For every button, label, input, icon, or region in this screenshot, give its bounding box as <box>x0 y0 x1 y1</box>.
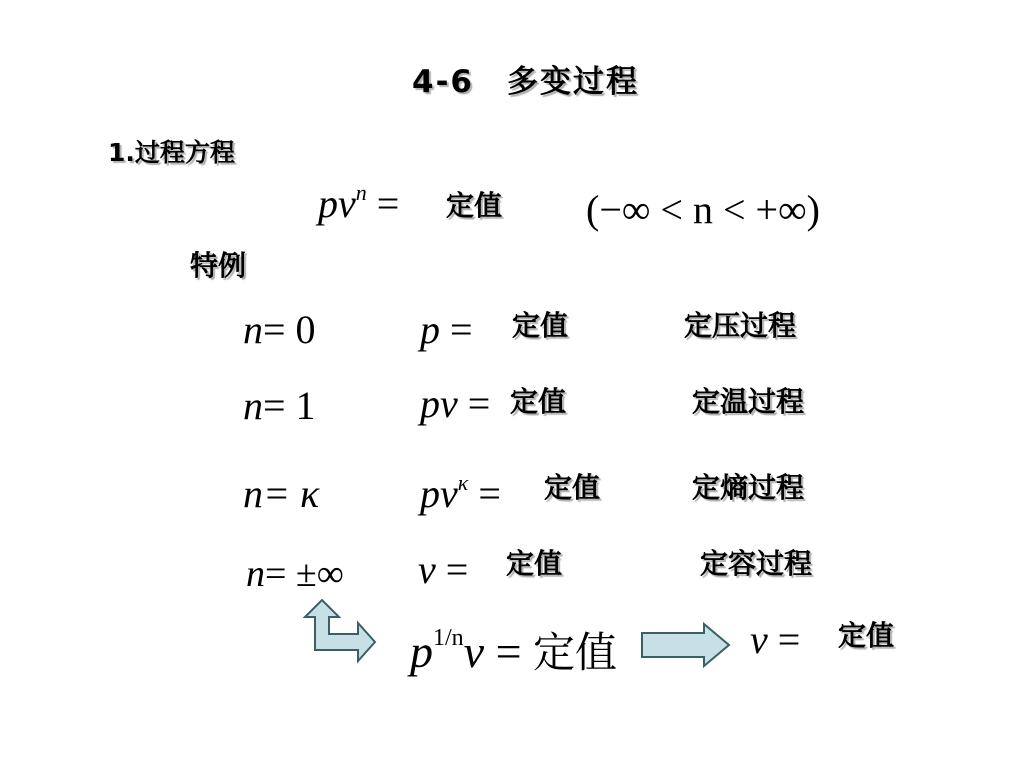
case-condition <box>243 470 319 517</box>
case-value: 定值 <box>544 471 601 504</box>
result-var: v <box>750 617 768 662</box>
slide-title: 4-6 多变过程 <box>412 64 640 100</box>
case-condition <box>243 306 316 353</box>
case-n-var: n <box>243 471 263 516</box>
main-equation-equals: = <box>376 181 400 226</box>
case-process-name: 定容过程 <box>700 547 813 580</box>
case-n-value: = 0 <box>263 307 316 352</box>
case-equation-base: p <box>420 307 440 352</box>
case-equation-base: pv <box>420 471 458 516</box>
derivation-equation <box>410 620 617 680</box>
main-equation-lhs <box>318 180 399 227</box>
bent-up-arrow-icon <box>300 598 380 662</box>
result-equation <box>750 616 800 663</box>
case-equation <box>420 470 501 517</box>
case-condition <box>246 552 344 596</box>
main-equation-exponent: n <box>355 180 367 205</box>
case-n-var: n <box>243 307 263 352</box>
case-value: 定值 <box>510 385 567 418</box>
right-arrow-icon <box>640 622 732 668</box>
case-n-var: n <box>243 383 263 428</box>
case-equation <box>420 380 490 427</box>
derivation-base: p <box>410 626 433 677</box>
main-equation-range: (−∞ < n < +∞) <box>586 187 820 232</box>
derivation-const: 定值 <box>533 628 618 677</box>
case-value: 定值 <box>506 547 563 580</box>
case-equation-equals: = <box>478 471 501 516</box>
case-value: 定值 <box>512 309 569 342</box>
case-equation-exponent: κ <box>457 470 469 495</box>
result-equals: = <box>767 617 801 662</box>
case-process-name: 定温过程 <box>692 385 805 418</box>
case-condition <box>243 382 316 429</box>
special-cases-label: 特例 <box>190 249 247 282</box>
case-n-value: = ±∞ <box>265 553 344 595</box>
result-value: 定值 <box>838 619 895 652</box>
section-heading: 1.过程方程 <box>108 138 235 167</box>
case-equation <box>418 546 468 593</box>
case-n-var: n <box>246 553 265 595</box>
main-equation-base: pv <box>318 181 356 226</box>
main-equation-value: 定值 <box>446 189 503 222</box>
case-n-value: = 1 <box>263 383 316 428</box>
case-equation <box>420 306 473 353</box>
case-equation-equals: = <box>467 381 491 426</box>
derivation-exponent: 1/n <box>433 625 464 651</box>
derivation-var: v <box>463 626 485 677</box>
case-process-name: 定熵过程 <box>692 471 805 504</box>
derivation-equals: = <box>484 626 534 677</box>
case-equation-equals: = <box>450 307 473 352</box>
case-equation-base: v <box>418 547 436 592</box>
case-n-value: = κ <box>263 471 320 516</box>
case-process-name: 定压过程 <box>684 309 797 342</box>
case-equation-base: pv <box>420 381 458 426</box>
case-equation-equals: = <box>445 547 469 592</box>
